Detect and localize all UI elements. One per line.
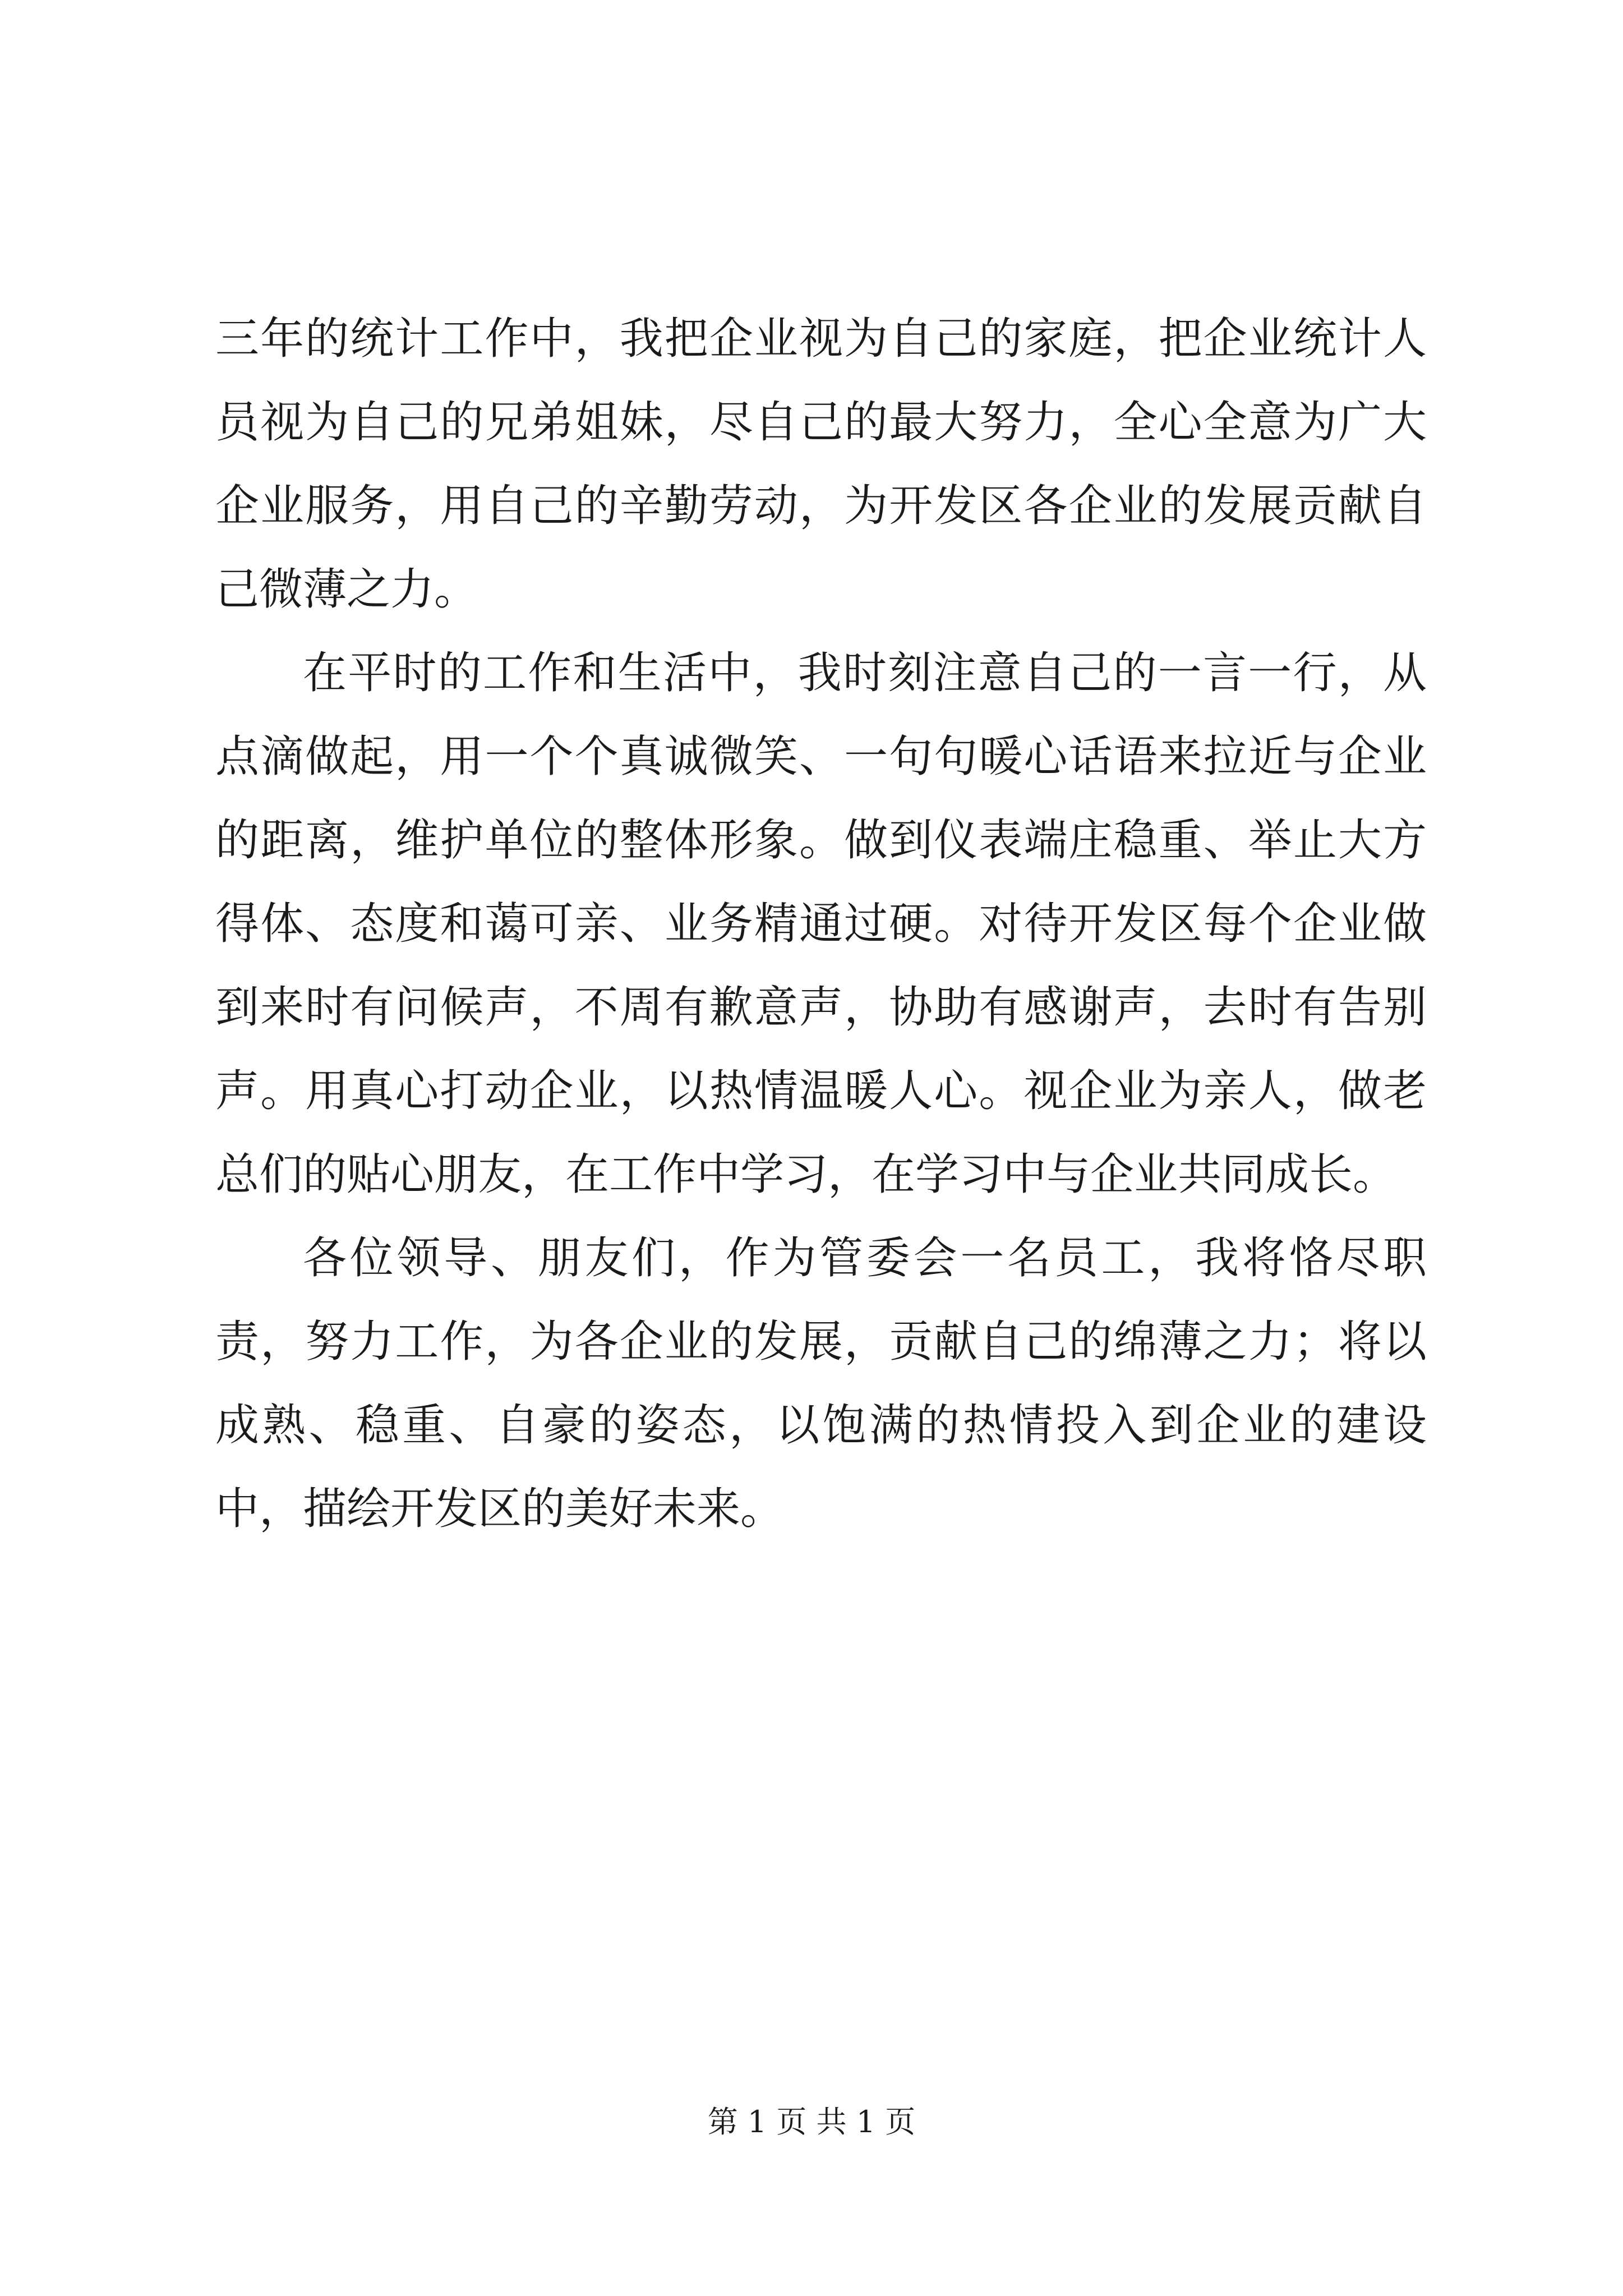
- page-number-footer: 第 1 页 共 1 页: [707, 2104, 916, 2139]
- paragraph-2: 在平时的工作和生活中，我时刻注意自己的一言一行，从点滴做起，用一个个真诚微笑、一句句暖心话语来拉近与企业的距离，维护单位的整体形象。做到仪表端庄稳重、举止大方得体、态度和蔼可亲、业务精通过硬。对待开发区每个企业做到来时有问候声，不周有歉意声，协助有感谢声，去时有告别声。用真心打动企业，以热情温暖人心。视企业为亲人，做老总们的贴心朋友，在工作中学习，在学习中与企业共同成长。: [215, 648, 1427, 1200]
- paragraph-1: 三年的统计工作中，我把企业视为自己的家庭，把企业统计人员视为自己的兄弟姐妹，尽自己的最大努力，全心全意为广大企业服务，用自己的辛勤劳动，为开发区各企业的发展贡献自己微薄之力。: [215, 314, 1427, 615]
- document-body: [215, 297, 1427, 1551]
- paragraph-3: 各位领导、朋友们，作为管委会一名员工，我将恪尽职责，努力工作，为各企业的发展，贡献自己的绵薄之力；将以成熟、稳重、自豪的姿态，以饱满的热情投入到企业的建设中，描绘开发区的美好未来。: [215, 1233, 1427, 1534]
